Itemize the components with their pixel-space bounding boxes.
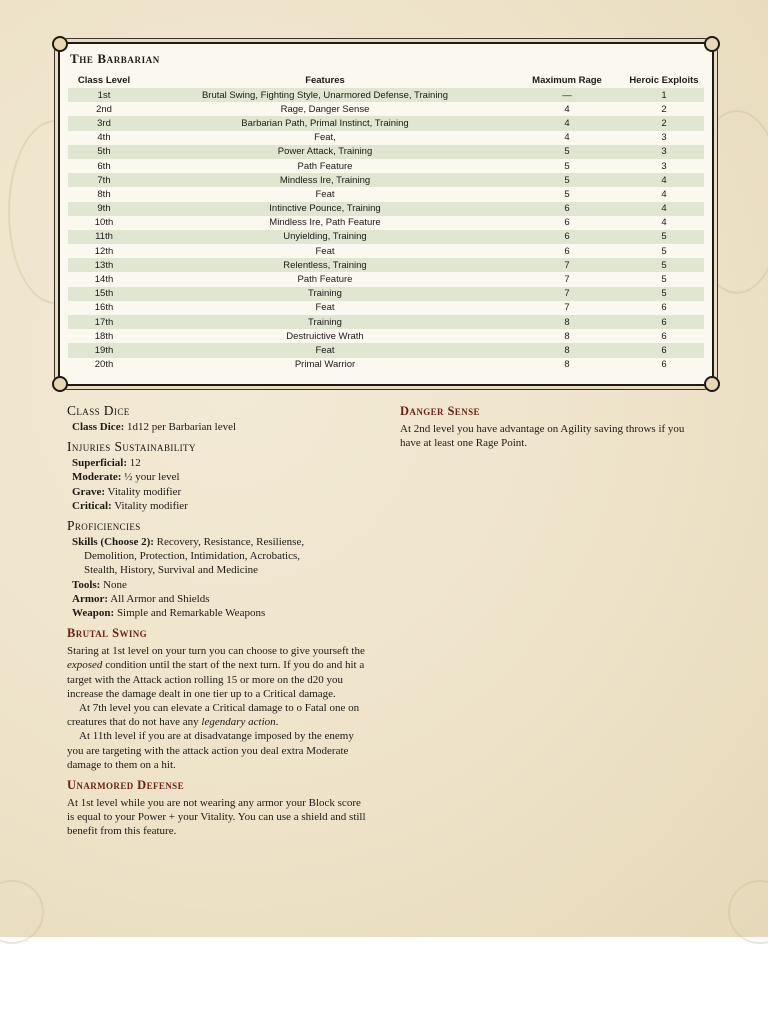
cell-maximum-rage: 4 — [510, 116, 624, 130]
cell-maximum-rage: 5 — [510, 145, 624, 159]
cell-features: Destruictive Wrath — [286, 330, 364, 342]
cell-class-level: 17th — [68, 315, 140, 329]
emphasis-exposed: exposed — [67, 659, 103, 672]
column-header-maximum-rage: Maximum Rage — [532, 74, 602, 86]
cell-features: Brutal Swing, Fighting Style, Unarmored Defense, Training — [140, 88, 510, 102]
frame-corner-ornament — [52, 36, 68, 52]
injury-value: ½ your level — [121, 471, 180, 484]
cell-features: Training — [140, 287, 510, 301]
cell-class-level: 3rd — [68, 116, 140, 130]
table-row — [68, 145, 704, 159]
cell-maximum-rage: 5 — [564, 188, 570, 200]
injury-critical — [67, 499, 367, 513]
table-row — [68, 258, 704, 272]
cell-features: Feat — [315, 302, 335, 314]
armor-line — [67, 592, 367, 606]
cell-features: Barbarian Path, Primal Instinct, Training — [140, 116, 510, 130]
cell-heroic-exploits: 2 — [661, 103, 667, 115]
cell-class-level: 10th — [94, 217, 114, 229]
injury-label: Moderate: — [72, 471, 122, 484]
cell-heroic-exploits: 6 — [624, 315, 704, 329]
cell-heroic-exploits: 2 — [624, 116, 704, 130]
cell-class-level: 18th — [94, 330, 114, 342]
injury-moderate — [67, 470, 367, 484]
cell-heroic-exploits: 5 — [624, 287, 704, 301]
brutal-swing-paragraph-1 — [67, 644, 367, 701]
cell-features: Intinctive Pounce, Training — [140, 202, 510, 216]
skills-line — [67, 535, 367, 549]
brutal-swing-paragraph-3: At 11th level if you are at disadvatange imposed by the enemy you are targeting with the attack action you deal extra Moderate damage to them on a hit. — [67, 730, 354, 771]
table-row — [68, 173, 704, 187]
cell-maximum-rage: 4 — [564, 103, 570, 115]
cell-class-level: 12th — [94, 245, 114, 257]
armor-value: All Armor and Shields — [108, 592, 210, 605]
cell-features: Training — [140, 315, 510, 329]
cell-heroic-exploits: 4 — [661, 217, 667, 229]
unarmored-defense-paragraph: At 1st level while you are not wearing any armor your Block score is equal to your Power + your Vitality. You can use a shield and still benefit from this feature. — [67, 797, 366, 838]
cell-class-level: 13th — [68, 258, 140, 272]
right-column — [400, 402, 700, 450]
cell-maximum-rage: 8 — [510, 343, 624, 357]
cell-features: Feat, — [314, 132, 336, 144]
table-row — [68, 116, 704, 130]
table-row — [68, 244, 704, 258]
background-ornament — [0, 880, 44, 944]
skills-value-line2: Demolition, Protection, Intimidation, Acrobatics, — [84, 550, 300, 563]
cell-features: Primal Warrior — [294, 359, 356, 371]
injury-value: Vitality modifier — [104, 485, 182, 498]
frame-corner-ornament — [52, 376, 68, 392]
weapon-value: Simple and Remarkable Weapons — [114, 607, 266, 620]
column-header-heroic-exploits: Heroic Exploits — [629, 74, 699, 86]
class-dice-value: 1d12 per Barbarian level — [124, 421, 237, 433]
cell-maximum-rage: 6 — [510, 230, 624, 244]
tools-value: None — [100, 578, 127, 591]
text-run: . — [275, 716, 279, 729]
cell-class-level: 14th — [94, 274, 114, 286]
cell-heroic-exploits: 5 — [624, 258, 704, 272]
table-row — [68, 329, 704, 343]
skills-continuation — [67, 549, 367, 563]
class-level-table — [68, 72, 704, 372]
cell-heroic-exploits: 4 — [624, 173, 704, 187]
table-row — [68, 343, 704, 357]
injury-value: Vitality modifier — [111, 499, 188, 512]
cell-class-level: 7th — [68, 173, 140, 187]
skills-value-line1: Recovery, Resistance, Resiliense, — [153, 536, 305, 549]
class-dice-label: Class Dice: — [72, 421, 125, 433]
emphasis-legendary-action: legendary action — [201, 716, 276, 729]
frame-corner-ornament — [704, 376, 720, 392]
cell-heroic-exploits: 4 — [661, 188, 667, 200]
cell-heroic-exploits: 6 — [661, 330, 667, 342]
class-dice-line — [67, 420, 367, 434]
cell-features: Feat — [315, 188, 335, 200]
cell-class-level: 1st — [68, 88, 140, 102]
cell-class-level: 16th — [94, 302, 114, 314]
cell-maximum-rage: 7 — [564, 302, 570, 314]
danger-sense-heading: Danger Sense — [400, 404, 480, 418]
column-header-class-level: Class Level — [77, 74, 131, 86]
table-row — [68, 287, 704, 301]
table-row — [68, 131, 704, 145]
cell-class-level: 5th — [68, 145, 140, 159]
cell-maximum-rage: 6 — [564, 245, 570, 257]
injury-label: Critical: — [72, 499, 112, 512]
table-title: The Barbarian — [70, 51, 160, 66]
proficiencies-heading: Proficiencies — [67, 518, 141, 534]
left-column — [67, 402, 367, 839]
unarmored-defense-heading: Unarmored Defense — [67, 778, 184, 793]
cell-maximum-rage: 8 — [564, 359, 570, 371]
cell-maximum-rage: 7 — [510, 287, 624, 301]
tools-label: Tools: — [72, 578, 101, 591]
cell-heroic-exploits: 5 — [661, 245, 667, 257]
cell-heroic-exploits: 6 — [661, 302, 667, 314]
cell-class-level: 20th — [94, 359, 114, 371]
frame-corner-ornament — [704, 36, 720, 52]
cell-maximum-rage: 8 — [564, 330, 570, 342]
text-run: At 7th level you can elevate a Critical damage to o Fatal one on creatures that do not have any — [67, 702, 360, 729]
cell-heroic-exploits: 6 — [661, 359, 667, 371]
text-run: Staring at 1st level on your turn you can choose to give yourseft the — [67, 645, 365, 658]
cell-features: Power Attack, Training — [140, 145, 510, 159]
skills-continuation — [67, 563, 367, 577]
armor-label: Armor: — [72, 592, 109, 605]
cell-heroic-exploits: 3 — [661, 132, 667, 144]
weapon-label: Weapon: — [72, 607, 115, 620]
cell-heroic-exploits: 5 — [661, 274, 667, 286]
weapon-line — [67, 606, 367, 620]
danger-sense-paragraph: At 2nd level you have advantage on Agility saving throws if you have at least one Rage Point. — [400, 423, 685, 450]
cell-class-level: 8th — [97, 188, 111, 200]
table-row — [68, 230, 704, 244]
cell-heroic-exploits: 4 — [624, 202, 704, 216]
cell-maximum-rage: 7 — [510, 258, 624, 272]
cell-features: Mindless Ire, Training — [140, 173, 510, 187]
column-header-features: Features — [305, 74, 345, 86]
cell-features: Rage, Danger Sense — [280, 103, 370, 115]
cell-class-level: 4th — [97, 132, 111, 144]
table-row — [68, 358, 704, 372]
table-row — [68, 102, 704, 116]
skills-label: Skills (Choose 2): — [72, 536, 154, 549]
table-row — [68, 187, 704, 201]
cell-heroic-exploits: 3 — [624, 145, 704, 159]
cell-maximum-rage: 4 — [564, 132, 570, 144]
cell-features: Feat — [140, 343, 510, 357]
cell-class-level: 19th — [68, 343, 140, 357]
skills-value-line3: Stealth, History, Survival and Medicine — [84, 564, 259, 577]
table-row — [68, 216, 704, 230]
cell-heroic-exploits: 1 — [624, 88, 704, 102]
cell-maximum-rage: 5 — [510, 173, 624, 187]
cell-heroic-exploits: 5 — [624, 230, 704, 244]
tools-line — [67, 578, 367, 592]
table-row — [68, 301, 704, 315]
table-row — [68, 315, 704, 329]
cell-class-level: 11th — [68, 230, 140, 244]
cell-heroic-exploits: 6 — [624, 343, 704, 357]
class-dice-heading: Class Dice — [67, 403, 130, 418]
background-ornament — [728, 880, 768, 944]
injury-label: Grave: — [72, 485, 105, 498]
cell-features: Path Feature — [297, 160, 353, 172]
class-table-frame — [58, 42, 714, 386]
table-row — [68, 88, 704, 102]
table-row — [68, 159, 704, 173]
injury-grave — [67, 485, 367, 499]
table-row — [68, 272, 704, 286]
brutal-swing-heading: Brutal Swing — [67, 626, 148, 641]
cell-features: Path Feature — [297, 274, 353, 286]
cell-class-level: 6th — [97, 160, 111, 172]
cell-features: Feat — [315, 245, 335, 257]
injuries-heading: Injuries Sustainability — [67, 439, 196, 455]
cell-class-level: 9th — [68, 202, 140, 216]
cell-features: Relentless, Training — [140, 258, 510, 272]
cell-maximum-rage: 8 — [510, 315, 624, 329]
cell-features: Unyielding, Training — [140, 230, 510, 244]
cell-class-level: 15th — [68, 287, 140, 301]
table-header-row — [68, 72, 704, 88]
text-run: condition until the start of the next turn. If you do and hit a target with the Attack action rolling 15 or more on the d20 you increase the damage dealt in one tier up to a Critical damage. — [67, 659, 365, 700]
cell-maximum-rage: 7 — [564, 274, 570, 286]
cell-maximum-rage: 5 — [564, 160, 570, 172]
injury-superficial — [67, 456, 367, 470]
cell-heroic-exploits: 3 — [661, 160, 667, 172]
cell-class-level: 2nd — [96, 103, 112, 115]
cell-maximum-rage: — — [510, 88, 624, 102]
brutal-swing-paragraph-2 — [67, 701, 367, 729]
cell-maximum-rage: 6 — [564, 217, 570, 229]
injury-value: 12 — [127, 457, 141, 470]
injury-label: Superficial: — [72, 457, 127, 470]
cell-features: Mindless Ire, Path Feature — [269, 217, 381, 229]
table-row — [68, 202, 704, 216]
cell-maximum-rage: 6 — [510, 202, 624, 216]
table-body — [68, 88, 704, 372]
